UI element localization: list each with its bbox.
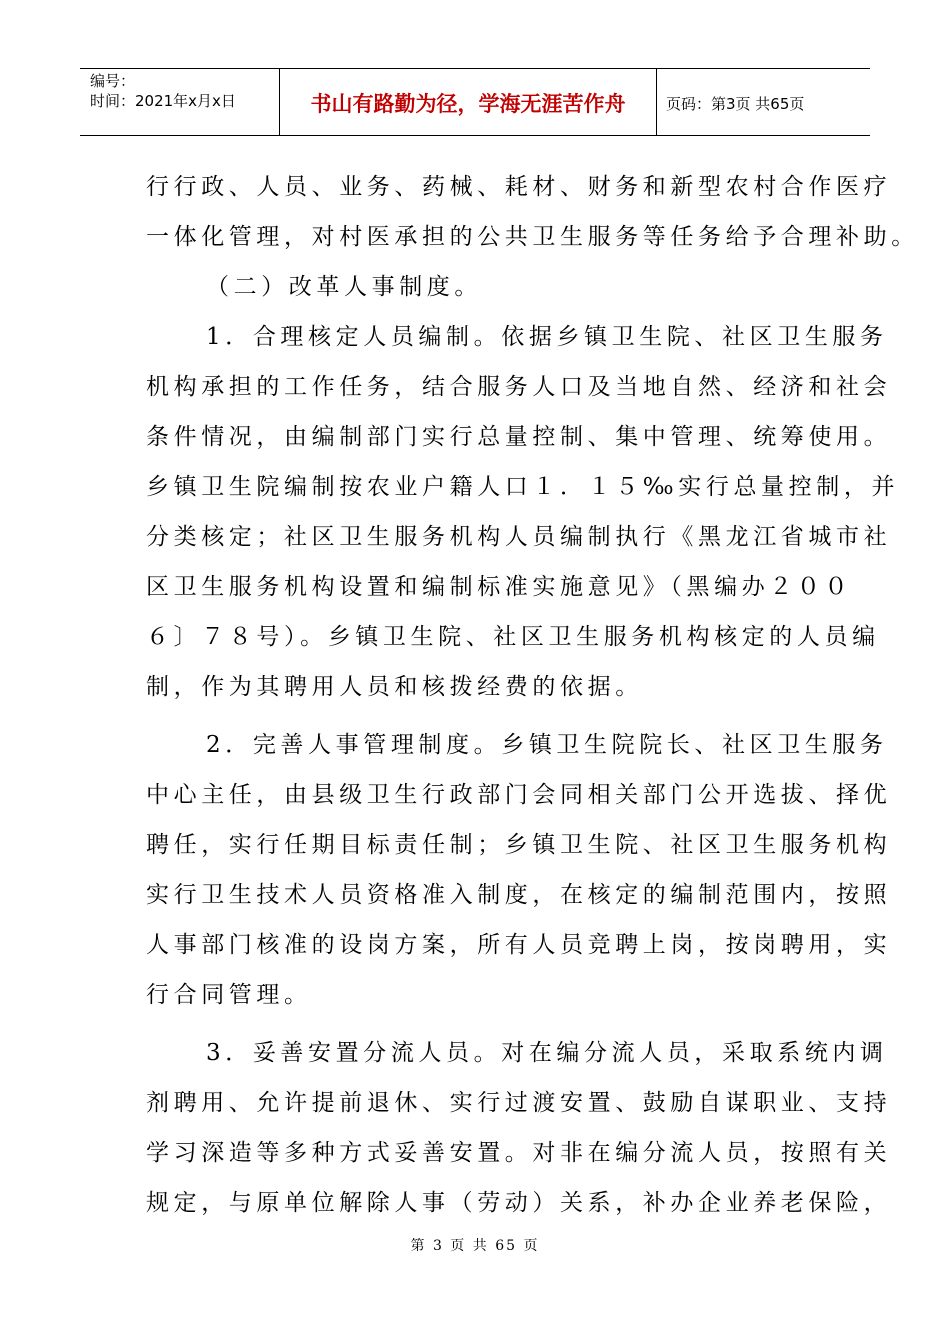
body-line: 机构承担的工作任务，结合服务人口及当地自然、经济和社会: [146, 374, 892, 400]
body-line: ６〕７８号）。乡镇卫生院、社区卫生服务机构核定的人员编: [146, 624, 880, 650]
body-line: 乡镇卫生院编制按农业户籍人口１．１５‰实行总量控制，并: [146, 474, 900, 500]
header-divider: [656, 69, 657, 135]
body-line: 规定，与原单位解除人事（劳动）关系，补办企业养老保险，: [146, 1190, 892, 1216]
section-heading: （二）改革人事制度。: [206, 274, 482, 300]
header-meta: [90, 71, 236, 111]
body-line: 中心主任，由县级卫生行政部门会同相关部门公开选拔、择优: [146, 782, 892, 808]
serial-number-label: 编号：: [90, 72, 136, 90]
body-line: 区卫生服务机构设置和编制标准实施意见》（黑编办２００: [146, 574, 853, 600]
body-line: 2．完善人事管理制度。乡镇卫生院院长、社区卫生服务: [206, 732, 888, 758]
document-header: [80, 68, 870, 136]
body-line: 学习深造等多种方式妥善安置。对非在编分流人员，按照有关: [146, 1140, 892, 1166]
body-line: 人事部门核准的设岗方案，所有人员竞聘上岗，按岗聘用，实: [146, 932, 892, 958]
body-line: 剂聘用、允许提前退休、实行过渡安置、鼓励自谋职业、支持: [146, 1090, 892, 1116]
document-body: [146, 162, 919, 1228]
body-line: 行合同管理。: [146, 982, 312, 1008]
body-line: 一体化管理，对村医承担的公共卫生服务等任务给予合理补助。: [146, 224, 919, 250]
body-line: 1．合理核定人员编制。依据乡镇卫生院、社区卫生服务: [206, 324, 888, 350]
header-page-code: 页码：第3页 共65页: [666, 95, 805, 113]
header-motto: 书山有路勤为径，学海无涯苦作舟: [310, 92, 626, 116]
body-line: 分类核定；社区卫生服务机构人员编制执行《黑龙江省城市社: [146, 524, 892, 550]
date-label: 时间：2021年x月x日: [90, 92, 236, 110]
body-line: 行行政、人员、业务、药械、耗材、财务和新型农村合作医疗: [146, 174, 892, 200]
body-line: 聘任，实行任期目标责任制；乡镇卫生院、社区卫生服务机构: [146, 832, 892, 858]
body-line: 3．妥善安置分流人员。对在编分流人员，采取系统内调: [206, 1040, 888, 1066]
body-line: 制，作为其聘用人员和核拨经费的依据。: [146, 674, 643, 700]
page-footer: 第 3 页 共 65 页: [410, 1238, 540, 1254]
body-line: 条件情况，由编制部门实行总量控制、集中管理、统筹使用。: [146, 424, 892, 450]
body-line: 实行卫生技术人员资格准入制度，在核定的编制范围内，按照: [146, 882, 892, 908]
